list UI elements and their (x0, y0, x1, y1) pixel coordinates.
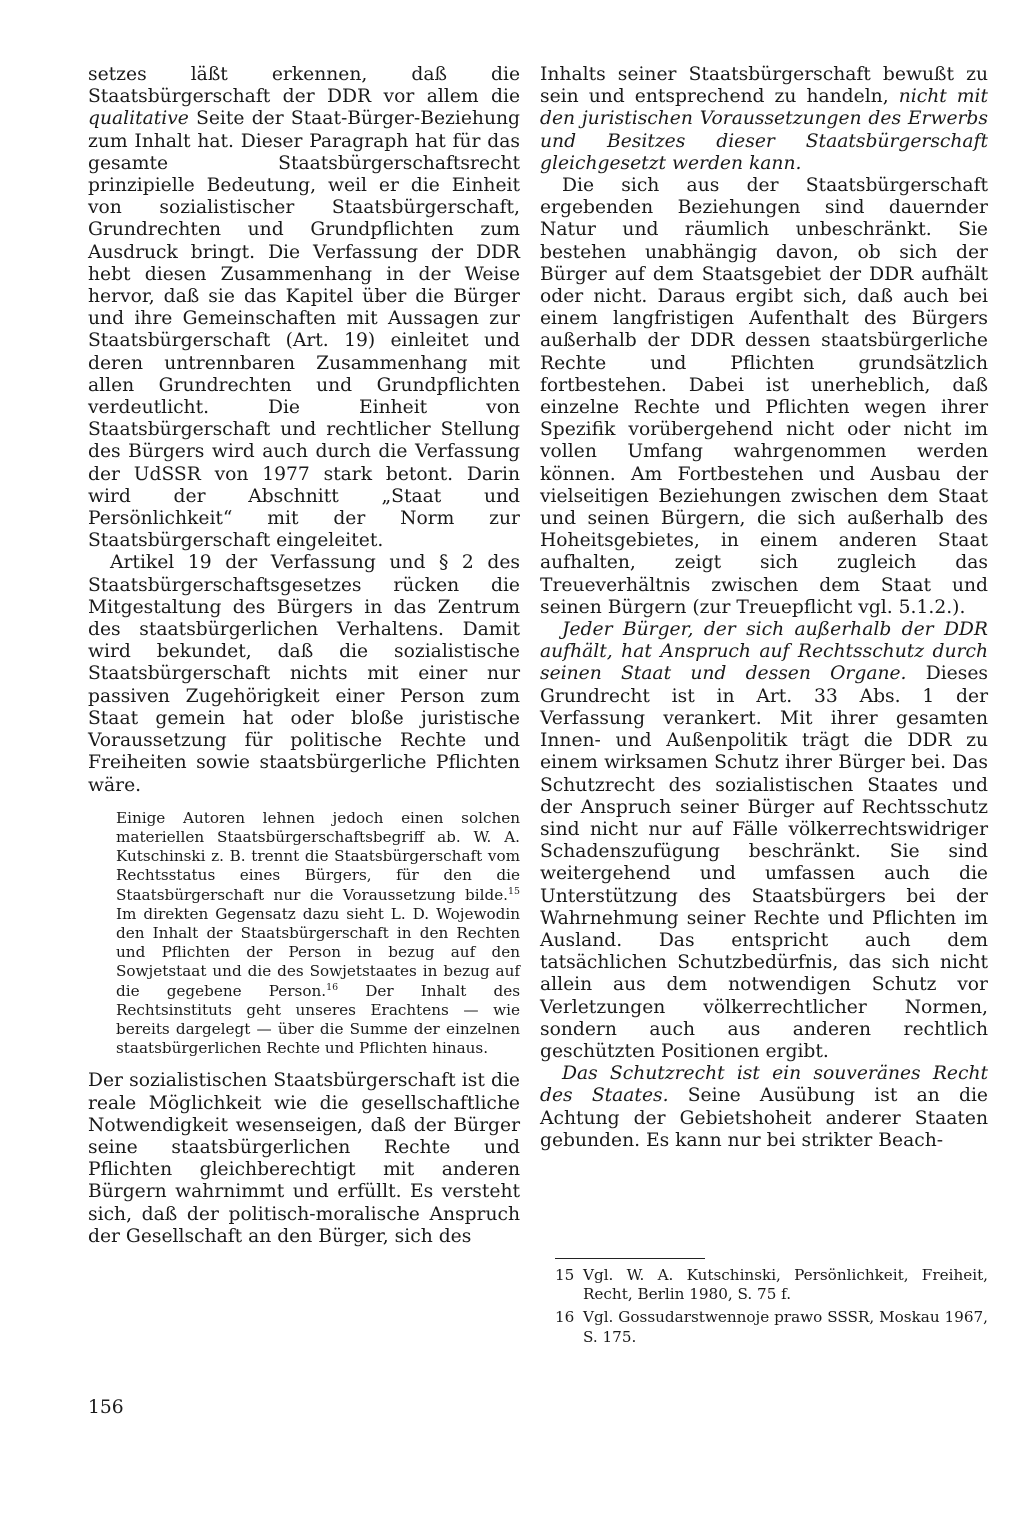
footnote-reference: 16 (326, 981, 339, 993)
paragraph (88, 552, 520, 796)
text-run: Die sich aus der Staatsbürgerschaft ergebenden Beziehungen sind dauernder Natur und räumlich unbeschränkt. Sie bestehen unabhängig davon, ob sich der Bürger auf dem Staatsgebiet der DDR aufhält oder nicht. Daraus ergibt sich, daß auch bei einem langfristigen Aufenthalt des Bürgers außerhalb der DDR dessen staatsbürgerliche Rechte und Pflichten grundsätzlich fortbestehen. Dabei ist unerheblich, daß einzelne Rechte und Pflichten wegen ihrer Spezifik vorübergehend nicht oder nicht im vollen Umfang wahrgenommen werden können. Am Fortbestehen und Ausbau der vielseitigen Beziehungen zwischen dem Staat und seinen Bürgern, die sich außerhalb des Hoheitsgebietes, in einem anderen Staat aufhalten, zeigt sich zugleich das Treueverhältnis zwischen dem Staat und seinen Bürgern (zur Treuepflicht vgl. 5.1.2.). (540, 175, 988, 618)
footnote-number: 16 (555, 1308, 575, 1327)
text-run: Inhalts seiner Staatsbürgerschaft bewußt zu sein und entsprechend zu handeln, (540, 64, 988, 108)
footnotes (555, 1266, 988, 1351)
text-run: Der sozialistischen Staatsbürgerschaft ist die reale Möglichkeit wie die gesellschaftliche Notwendigkeit wesenseigen, daß der Bürger seine staatsbürgerlichen Rechte und Pflichten gleichberechtigt mit anderen Bürgern wahrnimmt und erfüllt. Es versteht sich, daß der politisch-moralische Anspruch der Gesellschaft an den Bürger, sich des (88, 1070, 520, 1247)
footnote-text: Vgl. Gossudarstwennoje prawo SSSR, Moskau 1967, S. 175. (583, 1308, 988, 1346)
page-number: 156 (88, 1397, 124, 1418)
emphasis-text: nicht mit den juristischen Voraussetzungen des Erwerbs und Besitzes dieser Staatsbürgerschaft gleichgesetzt werden kann. (540, 86, 988, 174)
text-run: Der Inhalt des Rechtsinstituts geht unseres Erachtens — wie bereits dargelegt — über die Summe der einzelnen staatsbürgerlichen Rechte und Pflichten hinaus. (116, 981, 520, 1058)
text-run: Artikel 19 der Verfassung und § 2 des Staatsbürgerschaftsgesetzes rücken die Mitgestaltung des Bürgers in das Zentrum des staatsbürgerlichen Verhaltens. Damit wird bekundet, daß die sozialistische Staatsbürgerschaft nichts mit einer nur passiven Zugehörigkeit einer Person zum Staat gemein hat oder bloße juristische Voraussetzung für politische Rechte und Freiheiten sowie staatsbürgerliche Pflichten wäre. (88, 552, 520, 796)
paragraph (540, 619, 988, 1063)
footnote-number: 15 (555, 1266, 575, 1284)
text-run: Dieses Grundrecht ist in Art. 33 Abs. 1 der Verfassung verankert. Mit ihrer gesamten Innen- und Außenpolitik trägt die DDR zu einem wirksamen Schutz ihrer Bürger bei. Das Schutzrecht des sozialistischen Staates und der Anspruch seiner Bürger auf Rechtsschutz sind nicht nur auf Fälle völkerrechtswidriger Schadenszufügung beschränkt. Sie sind weitergehend und umfassen auch die Unterstützung des Staatsbürgers bei der Wahrnehmung seiner Rechte und Pflichten im Ausland. Das entspricht auch dem tatsächlichen Schutzbedürfnis, das sich nicht allein aus dem notwendigen Schutz vor Verletzungen völkerrechtlicher Normen, sondern auch aus anderen rechtlich geschützten Positionen ergibt. (540, 663, 988, 1062)
paragraph (540, 64, 988, 175)
footnote-reference: 15 (508, 885, 520, 897)
text-run: Einige Autoren lehnen jedoch einen solchen materiellen Staatsbürgerschaftsbegriff ab. W. A. Kutschinski z. B. trennt die Staatsbürgerschaft vom Rechtsstatus eines Bürgers, für den die Staatsbürgerschaft nur die Voraussetzung bilde. (116, 808, 520, 904)
text-run: Seite der Staat-Bürger-Beziehung zum Inhalt hat. Dieser Paragraph hat für das gesamte Staatsbürgerschaftsrecht prinzipielle Bedeutung, weil er die Einheit von sozialistischer Staatsbürgerschaft, Grundrechten und Grundpflichten zum Ausdruck bringt. Die Verfassung der DDR hebt diesen Zusammenhang in der Weise hervor, daß sie das Kapitel über die Bürger und ihre Gemeinschaften mit Aussagen zur Staatsbürgerschaft (Art. 19) einleitet und deren untrennbaren Zusammenhang mit allen Grundrechten und Grundpflichten verdeutlicht. Die Einheit von Staatsbürgerschaft und rechtlicher Stellung des Bürgers wird auch durch die Verfassung der UdSSR von 1977 stark betont. Darin wird der Abschnitt „Staat und Persönlichkeit“ mit der Norm zur Staatsbürgerschaft eingeleitet. (88, 108, 520, 552)
left-column (88, 64, 520, 1248)
footnote (555, 1308, 988, 1346)
footnote (555, 1266, 988, 1304)
paragraph (540, 1063, 988, 1152)
text-run: Seine Ausübung ist an die Achtung der Gebietshoheit anderer Staaten gebunden. Es kann nur bei strikter Beach- (540, 1085, 988, 1151)
footnote-rule (555, 1258, 705, 1259)
footnote-text: Vgl. W. A. Kutschinski, Persönlichkeit, Freiheit, Recht, Berlin 1980, S. 75 f. (583, 1266, 988, 1304)
paragraph (88, 1070, 520, 1248)
paragraph (88, 64, 520, 552)
text-run: setzes läßt erkennen, daß die Staatsbürgerschaft der DDR vor allem die (88, 64, 520, 108)
paragraph (540, 175, 988, 619)
emphasis-text: qualitative (88, 108, 189, 130)
text-run: Im direkten Gegensatz dazu sieht L. D. Wojewodin den Inhalt der Staatsbürgerschaft in den Rechten und Pflichten der Person in bezug auf den Sowjetstaat und die des Sowjetstaates in bezug auf die gegebene Person. (116, 904, 520, 1000)
indented-note (116, 809, 520, 1059)
right-column (540, 64, 988, 1152)
emphasis-text: Jeder Bürger, der sich außerhalb der DDR aufhält, hat Anspruch auf Rechtsschutz durch seinen Staat und dessen Organe. (540, 619, 988, 685)
emphasis-text: Das Schutzrecht ist ein souveränes Recht des Staates. (540, 1063, 988, 1107)
